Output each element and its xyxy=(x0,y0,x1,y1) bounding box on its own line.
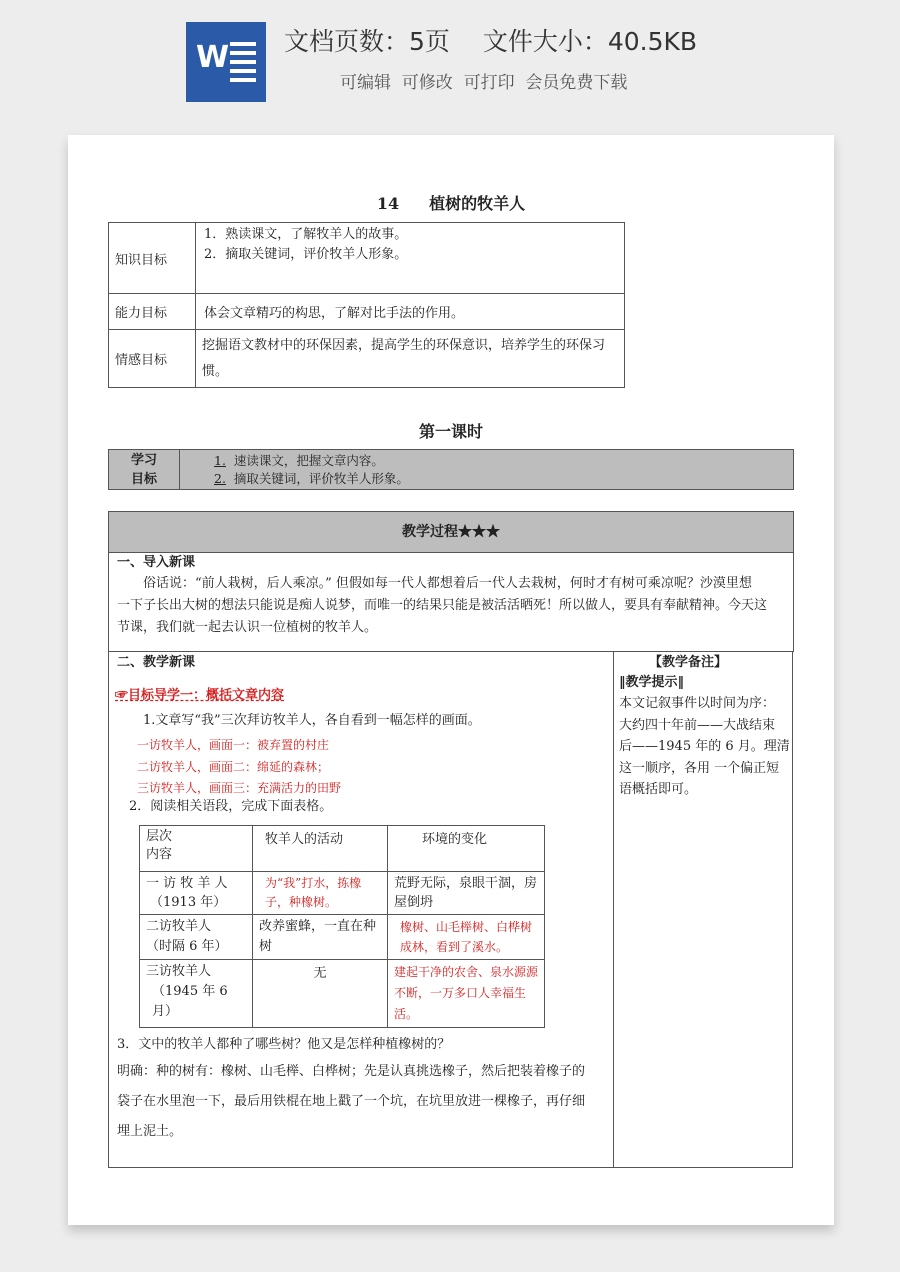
study-goal-2: 2. 摘取关键词，评价牧羊人形象。 xyxy=(214,471,409,486)
document-meta-subtitle: 可编辑 可修改 可打印 会员免费下载 xyxy=(340,73,628,93)
download-header xyxy=(0,0,900,120)
notes-line-5: 语概括即可。 xyxy=(619,782,698,797)
ability-text: 体会文章精巧的构思，了解对比手法的作用。 xyxy=(196,294,625,330)
answer-3-line-3: 埋上泥土。 xyxy=(117,1124,183,1139)
study-goal-1: 1. 速读课文，把握文章内容。 xyxy=(214,453,384,468)
answer-visit-3: 三访牧羊人，画面三：充满活力的田野 xyxy=(137,781,342,795)
intro-line-3: 节课，我们就一起去认识一位植树的牧羊人。 xyxy=(117,620,378,635)
question-3: 3．文中的牧羊人都种了哪些树？他又是怎样种植橡树的？ xyxy=(117,1037,451,1052)
question-1: 1.文章写“我”三次拜访牧羊人，各自看到一幅怎样的画面。 xyxy=(143,713,481,728)
row3-year: （1945 年 6 月） xyxy=(152,984,228,1019)
intro-heading: 一、导入新课 xyxy=(117,555,196,570)
row1-change: 荒野无际，泉眼干涸，房屋倒坍 xyxy=(388,872,545,915)
row1-year: （1913 年） xyxy=(150,895,227,910)
row3-visit: 三访牧羊人 xyxy=(146,964,212,979)
target-guide-1: ☞目标导学一：概括文章内容 xyxy=(115,688,285,703)
row3-activity: 无 xyxy=(253,960,388,1028)
notes-line-2: 大约四十年前——大战结束 xyxy=(619,717,776,733)
table-row xyxy=(140,915,253,960)
table-header-activity: 牧羊人的活动 xyxy=(253,826,388,872)
study-goals-table xyxy=(108,449,794,490)
document-meta-title: 文档页数：5页 文件大小：40.5KB xyxy=(284,27,698,56)
knowledge-item-1: 1．熟读课文，了解牧羊人的故事。 xyxy=(204,227,408,242)
lesson-title: 第一课时 xyxy=(418,422,483,441)
row2-activity: 改养蜜蜂，一直在种树 xyxy=(253,915,388,960)
row3-change: 建起干净的农舍、泉水源源不断，一万多口人幸福生活。 xyxy=(388,960,545,1028)
document-page xyxy=(68,135,834,1225)
emotion-label: 情感目标 xyxy=(109,330,196,388)
table-row xyxy=(140,960,253,1028)
notes-line-1: 本文记叙事件以时间为序： xyxy=(619,696,776,711)
answer-visit-2: 二访牧羊人，画面二：绵延的森林； xyxy=(137,759,330,774)
row2-change: 橡树、山毛榉树、白桦树成林，看到了溪水。 xyxy=(388,915,545,960)
teaching-notes xyxy=(613,651,793,1168)
new-lesson-section xyxy=(108,651,614,1168)
notes-line-3: 后——1945 年的 6 月。理清 xyxy=(619,739,790,754)
intro-section xyxy=(108,551,794,652)
question-2: 2．阅读相关语段，完成下面表格。 xyxy=(129,799,333,814)
row2-visit: 二访牧羊人 xyxy=(146,919,212,934)
visits-table xyxy=(139,825,545,1028)
row2-year: （时隔 6 年） xyxy=(146,939,228,954)
study-goals-label-2: 目标 xyxy=(130,471,157,487)
answer-3-line-2: 袋子在水里泡一下，最后用铁棍在地上戳了一个坑，在坑里放进一棵橡子，再仔细 xyxy=(117,1094,586,1109)
knowledge-item-2: 2．摘取关键词，评价牧羊人形象。 xyxy=(204,247,408,262)
knowledge-label: 知识目标 xyxy=(109,223,196,294)
document-title: 14 植树的牧羊人 xyxy=(376,194,526,213)
notes-tip: ‖教学提示‖ xyxy=(619,675,685,690)
table-row xyxy=(140,872,253,915)
table-header-change: 环境的变化 xyxy=(388,826,545,872)
intro-line-1: 俗话说：“前人栽树，后人乘凉。” 但假如每一代人都想着后一代人去栽树，何时才有树可乘凉呢？沙漠里想 xyxy=(143,576,752,591)
table-header-content: 内容 xyxy=(146,847,173,862)
study-goals-label-1: 学习 xyxy=(130,452,157,468)
ability-label: 能力目标 xyxy=(109,294,196,330)
answer-visit-1: 一访牧羊人，画面一：被弃置的村庄 xyxy=(137,738,330,752)
row1-visit: 一 访 牧 羊 人 xyxy=(146,876,228,891)
intro-line-2: 一下子长出大树的想法只能说是痴人说梦，而唯一的结果只能是被活活晒死！所以做人，要具有奉献精神。今天这 xyxy=(117,598,768,613)
objectives-table xyxy=(108,222,625,388)
table-header-level: 层次 xyxy=(146,829,173,844)
emotion-text: 挖掘语文教材中的环保因素，提高学生的环保意识，培养学生的环保习惯。 xyxy=(196,330,625,388)
new-lesson-heading: 二、教学新课 xyxy=(117,655,196,670)
process-header: 教学过程★★★ xyxy=(108,511,794,553)
answer-3-line-1: 明确：种的树有：橡树、山毛榉、白桦树；先是认真挑选橡子，然后把装着橡子的 xyxy=(117,1064,586,1079)
notes-title: 【教学备注】 xyxy=(649,655,728,670)
notes-line-4: 这一顺序，各用 一个偏正短 xyxy=(619,760,780,776)
word-document-icon: W xyxy=(186,22,266,102)
row1-activity: 为“我”打水，拣橡子，种橡树。 xyxy=(253,872,388,915)
